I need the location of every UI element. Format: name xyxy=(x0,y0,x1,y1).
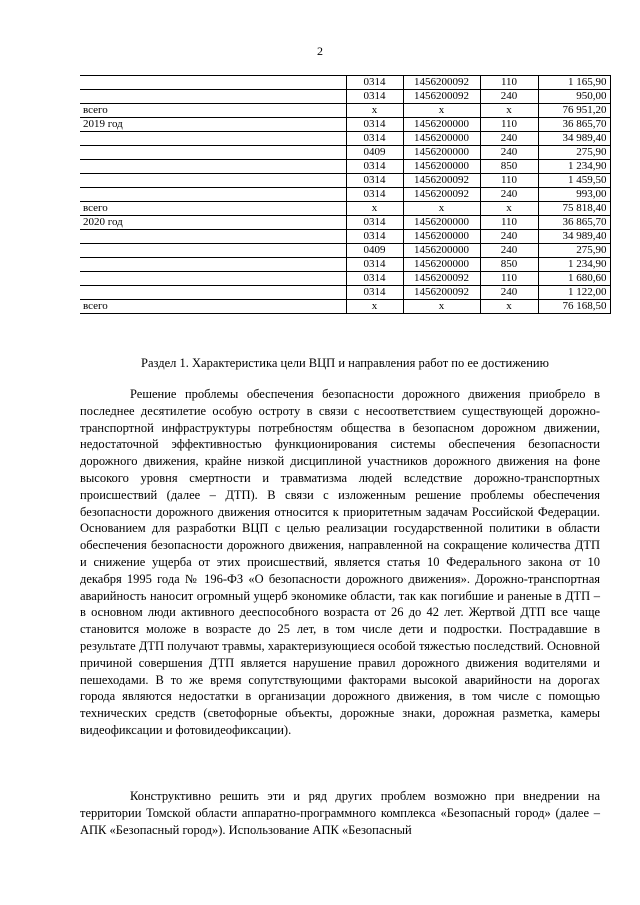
table-cell-label xyxy=(80,174,346,188)
table-cell-c2: 1456200092 xyxy=(403,272,480,286)
table-cell-c1: 0314 xyxy=(346,286,403,300)
table-row xyxy=(80,272,610,286)
table-cell-c2: 1456200000 xyxy=(403,132,480,146)
table-cell-c3: 240 xyxy=(480,230,538,244)
table-cell-c3: 240 xyxy=(480,146,538,160)
table-cell-c1: 0314 xyxy=(346,230,403,244)
table-cell-c4: 1 234,90 xyxy=(538,258,610,272)
table-cell-c2: 1456200000 xyxy=(403,230,480,244)
table-row xyxy=(80,286,610,300)
table-cell-c2: 1456200000 xyxy=(403,216,480,230)
table-cell-c3: 240 xyxy=(480,132,538,146)
table-cell-label: 2019 год xyxy=(80,118,346,132)
table-row xyxy=(80,160,610,174)
table-cell-c2: 1456200000 xyxy=(403,244,480,258)
table-cell-c4: 34 989,40 xyxy=(538,230,610,244)
table-cell-c3: 850 xyxy=(480,160,538,174)
table-cell-c2: 1456200000 xyxy=(403,146,480,160)
table-cell-c1: х xyxy=(346,104,403,118)
table-row xyxy=(80,132,610,146)
table-cell-c3: 110 xyxy=(480,118,538,132)
table-cell-c2: х xyxy=(403,202,480,216)
table-cell-c1: 0314 xyxy=(346,160,403,174)
budget-table xyxy=(80,75,611,314)
table-row xyxy=(80,230,610,244)
paragraph-1 xyxy=(80,386,600,739)
table-row xyxy=(80,118,610,132)
table-cell-label xyxy=(80,146,346,160)
table-cell-c1: 0409 xyxy=(346,146,403,160)
table-cell-c1: 0409 xyxy=(346,244,403,258)
table-cell-c2: 1456200092 xyxy=(403,188,480,202)
table-cell-label xyxy=(80,90,346,104)
table-cell-c1: 0314 xyxy=(346,188,403,202)
table-cell-c3: 240 xyxy=(480,188,538,202)
table-cell-label xyxy=(80,244,346,258)
table-cell-c4: 1 680,60 xyxy=(538,272,610,286)
table-cell-label xyxy=(80,230,346,244)
table-cell-label: всего xyxy=(80,104,346,118)
table-row xyxy=(80,104,610,118)
table-cell-c3: 850 xyxy=(480,258,538,272)
table-row xyxy=(80,258,610,272)
table-cell-c1: 0314 xyxy=(346,118,403,132)
budget-table-body xyxy=(80,76,610,314)
table-cell-c1: 0314 xyxy=(346,258,403,272)
table-cell-c2: 1456200000 xyxy=(403,118,480,132)
table-cell-c3: 110 xyxy=(480,272,538,286)
table-cell-label xyxy=(80,132,346,146)
table-cell-label xyxy=(80,258,346,272)
table-cell-label xyxy=(80,76,346,90)
table-cell-c2: х xyxy=(403,300,480,314)
table-cell-c4: 993,00 xyxy=(538,188,610,202)
table-cell-c3: 240 xyxy=(480,244,538,258)
table-cell-c1: 0314 xyxy=(346,90,403,104)
paragraph-2-text: Конструктивно решить эти и ряд других проблем возможно при внедрении на территории Томской области аппаратно-программного комплекса «Безопасный город» (далее – АПК «Безопасный город»). Использование АПК «Безопасный xyxy=(80,789,600,837)
table-cell-c2: 1456200092 xyxy=(403,90,480,104)
table-cell-label xyxy=(80,272,346,286)
table-cell-c2: 1456200092 xyxy=(403,174,480,188)
section-title: Раздел 1. Характеристика цели ВЦП и направления работ по ее достижению xyxy=(141,356,549,370)
table-cell-c2: х xyxy=(403,104,480,118)
table-cell-c2: 1456200092 xyxy=(403,286,480,300)
table-cell-label: всего xyxy=(80,300,346,314)
table-cell-c4: 1 122,00 xyxy=(538,286,610,300)
table-row xyxy=(80,202,610,216)
table-cell-c4: 950,00 xyxy=(538,90,610,104)
page-number: 2 xyxy=(317,44,323,58)
table-cell-c1: 0314 xyxy=(346,174,403,188)
table-cell-c1: х xyxy=(346,202,403,216)
table-cell-c2: 1456200000 xyxy=(403,258,480,272)
table-cell-c4: 275,90 xyxy=(538,146,610,160)
table-cell-c3: х xyxy=(480,202,538,216)
table-cell-c2: 1456200000 xyxy=(403,160,480,174)
table-cell-c1: х xyxy=(346,300,403,314)
table-cell-c1: 0314 xyxy=(346,216,403,230)
table-cell-c3: 110 xyxy=(480,76,538,90)
table-row xyxy=(80,300,610,314)
table-cell-c4: 75 818,40 xyxy=(538,202,610,216)
table-row xyxy=(80,188,610,202)
table-cell-c4: 275,90 xyxy=(538,244,610,258)
paragraph-2 xyxy=(80,788,600,838)
table-cell-label xyxy=(80,160,346,174)
table-row xyxy=(80,174,610,188)
table-cell-c4: 36 865,70 xyxy=(538,118,610,132)
table-cell-c4: 76 168,50 xyxy=(538,300,610,314)
paragraph-1-text: Решение проблемы обеспечения безопасности дорожного движения приобрело в последнее десятилетие особую остроту в связи с несоответствием существующей дорожно-транспортной инфраструктуры потребностям общества в безопасном дорожном движении, недостаточной эффективностью функционирования системы обеспечения безопасности дорожного движения, крайне низкой дисциплиной участников дорожного движения на фоне высокого уровня смертности и травматизма людей вследствие дорожно-транспортных происшествий (далее – ДТП). В связи с изложенным решение проблемы обеспечения безопасности дорожного движения относится к приоритетным задачам Российской Федерации. Основанием для разработки ВЦП с целью реализации государственной политики в области обеспечения безопасности дорожного движения, направленной на сокращение количества ДТП и снижение ущерба от этих происшествий, является статья 10 Федерального закона от 10 декабря 1995 года № 196-ФЗ «О безопасности дорожного движения». Дорожно-транспортная аварийность наносит огромный ущерб экономике области, так как погибшие и раненые в ДТП – в основном люди активного дееспособного возраста от 26 до 42 лет. Жертвой ДТП все чаще становится моложе в возрасте до 25 лет, в том числе дети и подростки. Пострадавшие в результате ДТП получают травмы, характеризующиеся особой тяжестью последствий. Основной причиной совершения ДТП является нарушение правил дорожного движения водителями и пешеходами. В то же время сопутствующими факторами высокой аварийности на дорогах города являются недостатки в организации дорожного движения, в том числе с помощью технических средств (светофорные объекты, дорожные знаки, дорожная разметка, камеры видеофиксации и фотовидеофиксации). xyxy=(80,387,600,737)
table-cell-c3: х xyxy=(480,104,538,118)
table-cell-c4: 36 865,70 xyxy=(538,216,610,230)
table-cell-c4: 34 989,40 xyxy=(538,132,610,146)
table-cell-c4: 1 165,90 xyxy=(538,76,610,90)
table-cell-c3: 240 xyxy=(480,90,538,104)
table-row xyxy=(80,146,610,160)
table-cell-c3: 110 xyxy=(480,174,538,188)
table-row xyxy=(80,76,610,90)
table-cell-c3: 110 xyxy=(480,216,538,230)
table-cell-c2: 1456200092 xyxy=(403,76,480,90)
table-cell-label: 2020 год xyxy=(80,216,346,230)
table-row xyxy=(80,90,610,104)
table-cell-c1: 0314 xyxy=(346,272,403,286)
table-cell-label xyxy=(80,188,346,202)
table-row xyxy=(80,216,610,230)
table-cell-c3: х xyxy=(480,300,538,314)
table-cell-c1: 0314 xyxy=(346,132,403,146)
table-cell-c3: 240 xyxy=(480,286,538,300)
table-cell-label xyxy=(80,286,346,300)
table-cell-label: всего xyxy=(80,202,346,216)
table-cell-c4: 76 951,20 xyxy=(538,104,610,118)
table-cell-c1: 0314 xyxy=(346,76,403,90)
table-row xyxy=(80,244,610,258)
table-cell-c4: 1 459,50 xyxy=(538,174,610,188)
table-cell-c4: 1 234,90 xyxy=(538,160,610,174)
